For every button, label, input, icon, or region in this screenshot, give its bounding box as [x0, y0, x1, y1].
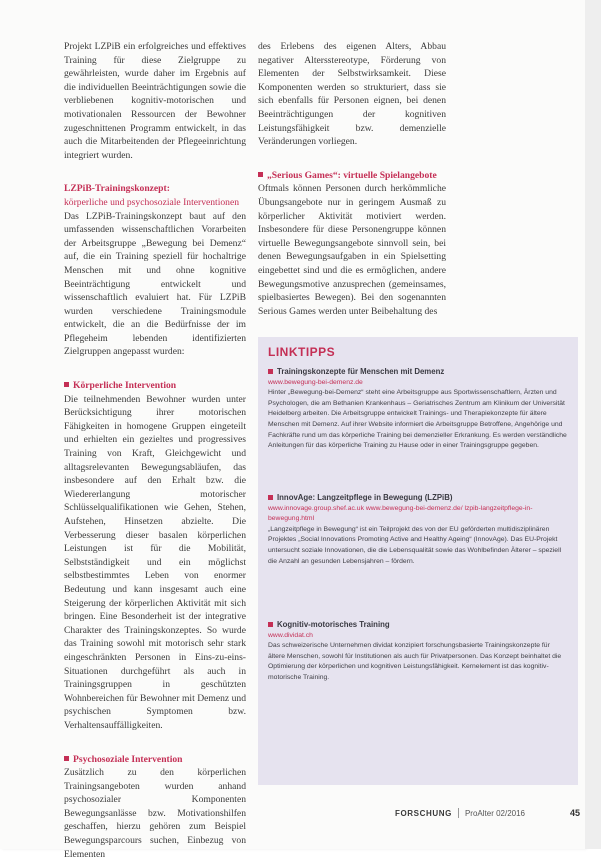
link-entry-innovage: [268, 493, 568, 567]
link-tips-box: [258, 337, 578, 785]
link-url[interactable]: www.dividat.ch: [268, 631, 313, 639]
footer-section-label: FORSCHUNG: [395, 808, 452, 818]
link-url[interactable]: www.innovage.group.shef.ac.uk www.bewegung-bei-demenz.de/ lzpib-langzeitpflege-in-bewegung.html: [268, 504, 533, 523]
footer-divider: [458, 808, 459, 818]
page-number: 45: [569, 808, 580, 818]
bullet-square-icon: [64, 756, 69, 761]
section-subtitle-training-concept: körperliche und psychosoziale Interventionen: [64, 196, 240, 208]
link-url[interactable]: www.bewegung-bei-demenz.de: [268, 378, 363, 386]
link-entry-description: Das schweizerische Unternehmen dividat konzipiert forschungsbasierte Trainingskonzepte für ältere Menschen, sowohl für Institutionen als auch für Privatpersonen. Das Konzept beinhaltet die Optimierung der körperlichen und kognitiven Leistungsfähigkeit. Kernelement ist das kognitiv-motorische Training.: [268, 642, 562, 681]
page-footer: [395, 806, 580, 820]
left-column: [64, 40, 246, 861]
intro-paragraph: Projekt LZPiB ein erfolgreiches und effektives Training für diese Zielgruppe zu gewährleisten, wurde daher im Ergebnis auf die individuellen Beeinträchtigungen sowie die verbliebenen kognitiv-motorischen und motivationalen Ressourcen der Bewohner zugeschnittenen Programm entwickelt, in das auch die Mitarbeitenden der Pflegeeinrichtung integriert wurden.: [64, 41, 246, 161]
link-entry-description: „Langzeitpflege in Bewegung“ ist ein Teilprojekt des von der EU geförderten multidisziplinären Projektes „Social Innovations Promoting Active and Healthy Ageing“ (InnovAge). Das EU-Projekt untersucht soziale Innovationen, die die Lebensqualität sowie das Wohlbefinden Älterer – speziell die Anzahl an gesunden Lebensjahren – fördern.: [268, 525, 562, 565]
link-tips-title: LINKTIPPS: [268, 345, 336, 359]
link-entry-cognitive-motor: [268, 620, 568, 684]
section-title-physical: Körperliche Intervention: [73, 380, 177, 392]
link-entry-heading: Trainingskonzepte für Menschen mit Demenz: [277, 367, 445, 376]
link-entry-heading: InnovAge: Langzeitpflege in Bewegung (LZPiB): [277, 493, 453, 502]
footer-issue: ProAlter 02/2016: [464, 808, 526, 818]
link-entry-description: Hinter „Bewegung-bei-Demenz“ steht eine Arbeitsgruppe aus Sportwissenschaftlern, Ärzten und Psychologen, die am Bethanien Krankenhaus – Geriatrisches Zentrum am Klinikum der Universität Heidelberg arbeiten. Die Arbeitsgruppe entwickelt Trainings- und Therapiekonzepte für ältere Menschen mit Demenz. Auf ihrer Website informiert die Arbeitsgruppe Betroffene, Angehörige und Fachkräfte rund um das körperliche Training bei demenzieller Erkrankung. Es werden verständliche Anleitungen für das körperliche Training zu Hause oder in einer Trainingsgruppe gegeben.: [268, 389, 567, 450]
serious-games-paragraph: Oftmals können Personen durch herkömmliche Übungsangebote nur in geringem Ausmaß zu körperlicher Aktivität motiviert werden. Insbesondere für diese Personengruppe können virtuelle Bewegungsangebote sinnvoll sein, bei denen Bewegungsaufgaben in ein Spielsetting eingebettet sind und die es ermöglichen, andere Bewegungsmotive anzusprechen (gemeinsames, spielbasiertes Bewegen). Bei den sogenannten Serious Games werden unter Beibehaltung des: [258, 183, 446, 317]
section-title-training-concept: LZPiB-Trainingskonzept:: [64, 183, 170, 195]
section-title-psychosocial: Psychosoziale Intervention: [73, 753, 183, 765]
right-column: [258, 40, 446, 318]
physical-intervention-paragraph: Die teilnehmenden Bewohner wurden unter Berücksichtigung ihrer motorischen Fähigkeiten in homogene Gruppen eingeteilt und erhielten ein gezieltes und progressives Training von Kraft, Gleichgewicht und alltagsrelevanten Bewegungsabläufen, das insbesondere auf den Erhalt bzw. die Wiedererlangung motorischer Schlüsselqualifikationen wie Gehen, Stehen, Aufstehen, Hinsetzen abzielte. Die Verbesserung dieser basalen körperlichen Leistungen ist für die Mobilität, Selbstständigkeit und ein möglichst selbstbestimmtes Leben von enormer Bedeutung und kann insgesamt auch eine Steigerung der körperlichen Aktivität mit sich bringen. Eine Besonderheit ist der integrative Charakter des Trainingskonzeptes. So wurde das Training sowohl mit motorisch sehr stark eingeschränkten Personen in Eins-zu-eins-Situationen durchgeführt als auch in Trainingsgruppen in geschützten Wohnbereichen für Bewohner mit Demenz und psychischen Symptomen bzw. Verhaltensauffälligkeiten.: [64, 393, 246, 731]
bullet-square-icon: [268, 369, 273, 374]
link-entry-heading: Kognitiv-motorisches Training: [277, 620, 390, 629]
bullet-square-icon: [258, 172, 263, 177]
continued-paragraph: des Erlebens des eigenen Alters, Abbau negativer Altersstereotype, Förderung von Elementen der Selbstwirksamkeit. Diese Komponenten werden so strukturiert, dass sie sich ebenfalls für Personen eignen, bei denen Beeinträchtigungen der kognitiven Leistungsfähigkeit bzw. demenzielle Veränderungen vorliegen.: [258, 41, 446, 148]
bullet-square-icon: [268, 495, 273, 500]
section-title-serious-games: „Serious Games“: virtuelle Spielangebote: [267, 169, 437, 181]
training-concept-paragraph: Das LZPiB-Trainingskonzept baut auf den umfassenden wissenschaftlichen Vorarbeiten der Arbeitsgruppe „Bewegung bei Demenz“ auf, die ein Training speziell für hochaltrige Menschen mit und ohne kognitive Beeinträchtigung entwickelt und wissenschaftlich evaluiert hat. Für LZPiB wurden verschiedene Trainingsmodule entwickelt, die an die Bedürfnisse der im Pflegeheim lebenden identifizierten Zielgruppen angepasst wurden:: [64, 210, 246, 358]
bullet-square-icon: [64, 382, 69, 387]
psychosocial-intervention-paragraph: Zusätzlich zu den körperlichen Trainingsangeboten wurden anhand psychosozialer Komponenten Bewegungsanlässe bzw. Motivationshilfen geschaffen, hierzu gehören zum Beispiel Bewegungsparcours suchen, Einbezug von Elementen: [64, 767, 246, 860]
bullet-square-icon: [268, 622, 273, 627]
page-edge: [585, 0, 601, 849]
link-entry-dementia-training: [268, 367, 568, 452]
